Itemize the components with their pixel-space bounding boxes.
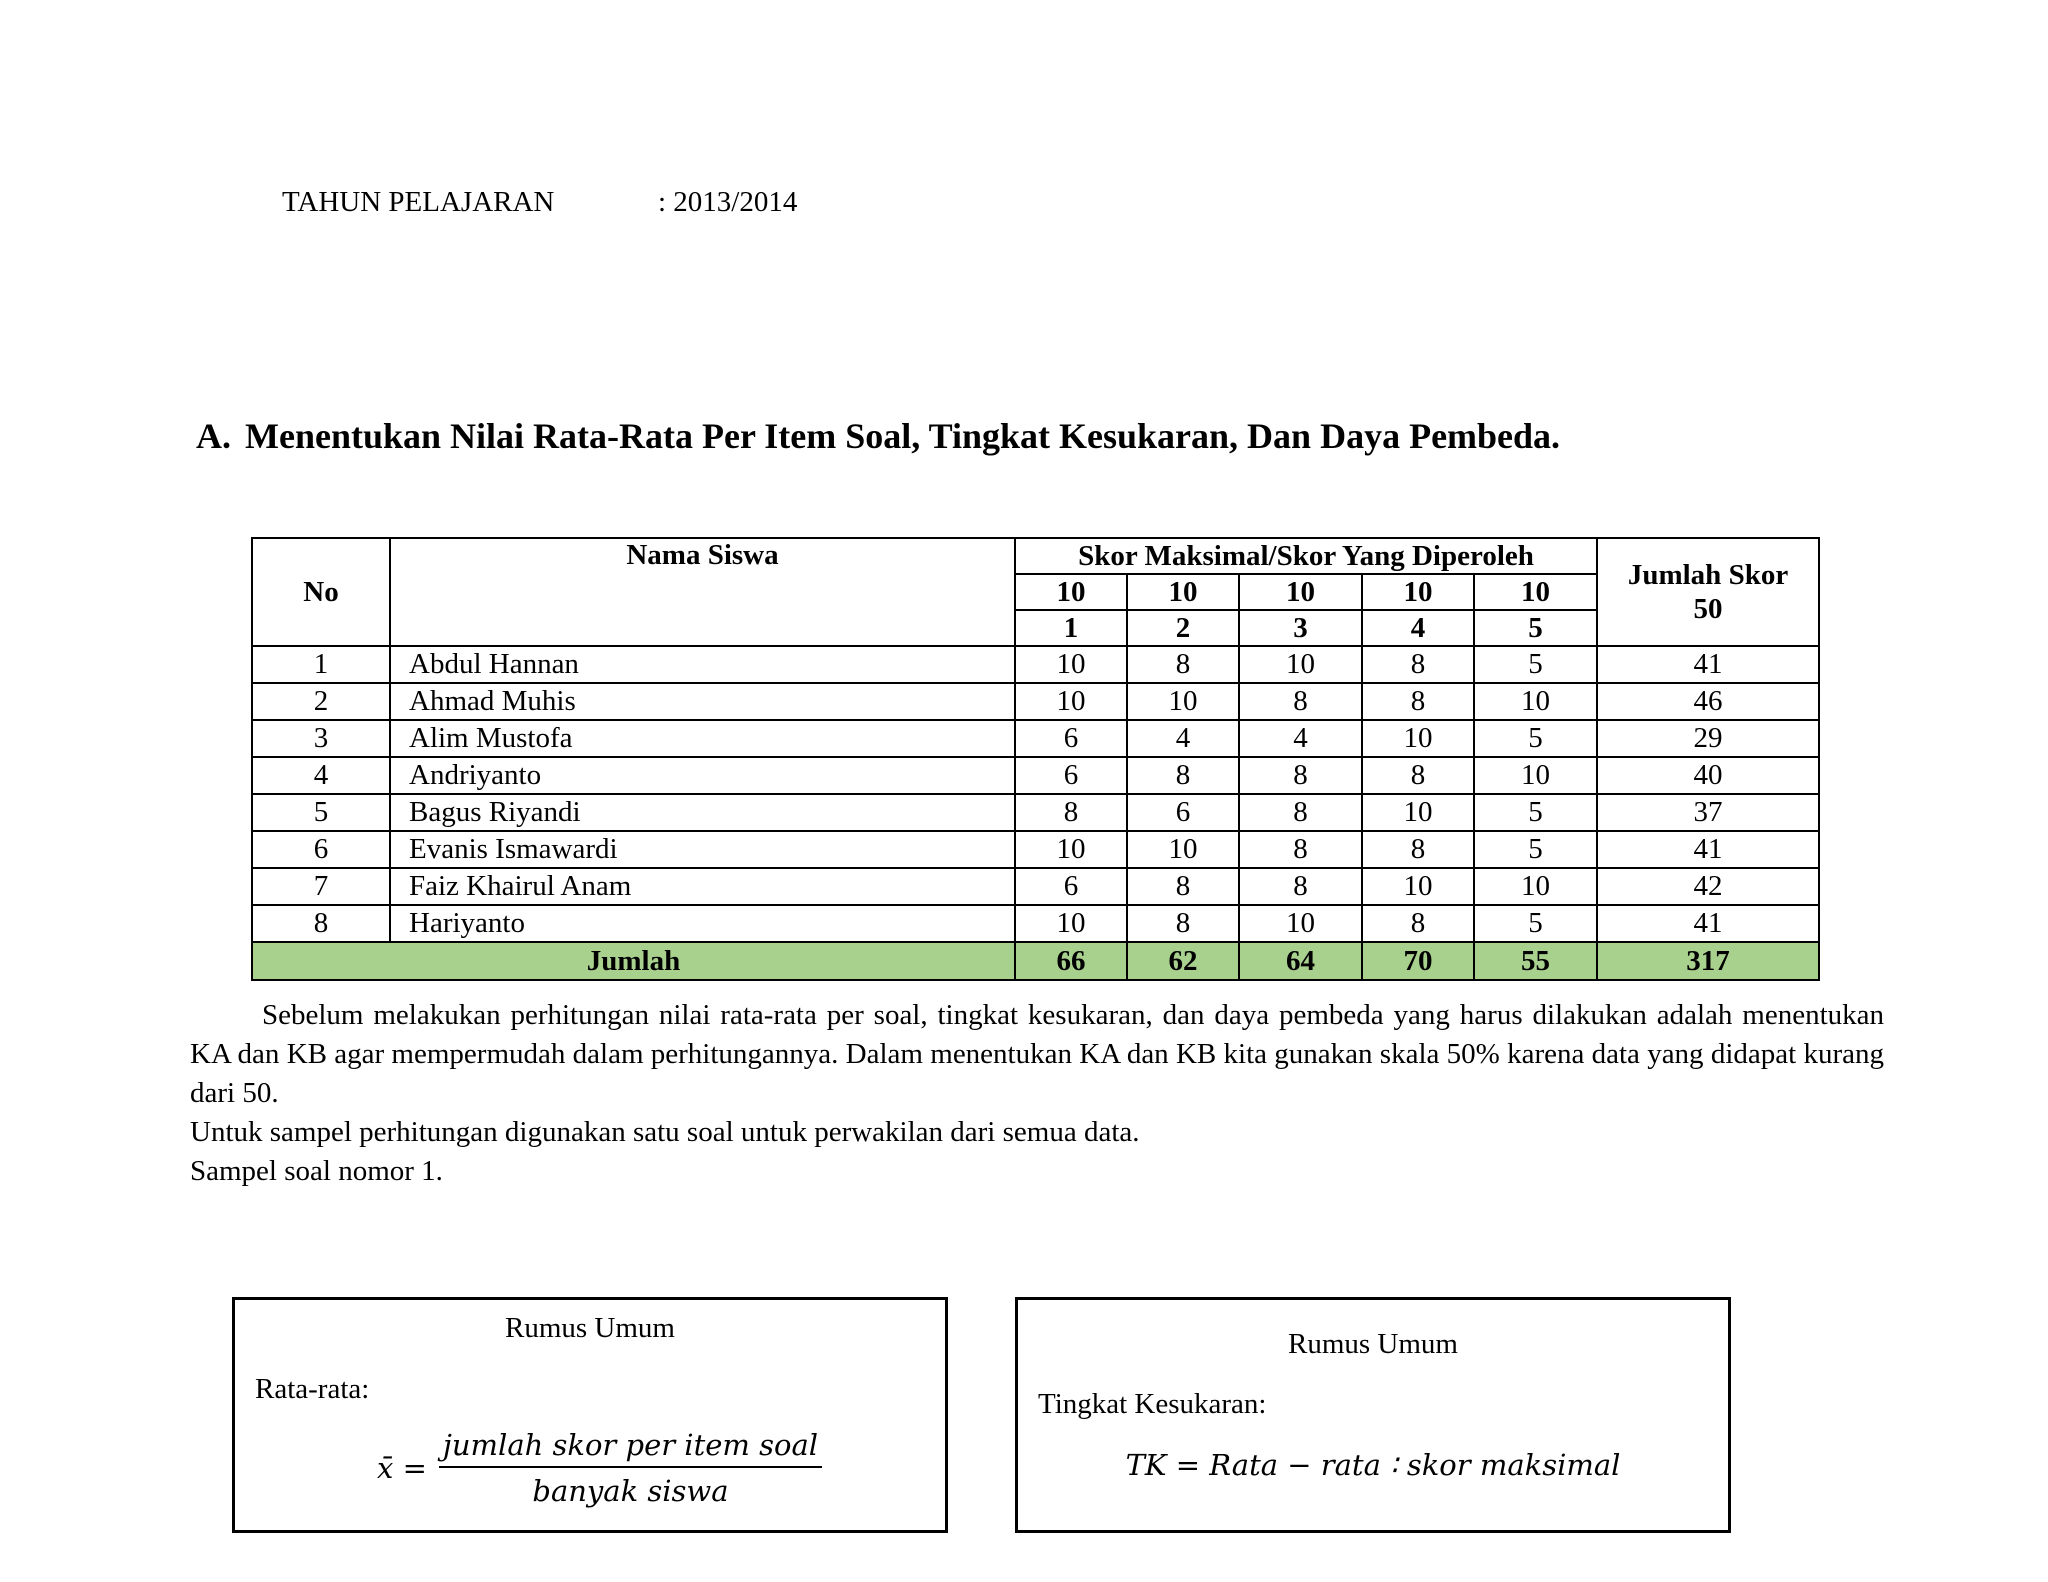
student-name: Hariyanto <box>390 905 1015 942</box>
header-no: No <box>252 538 390 646</box>
row-no: 1 <box>252 646 390 683</box>
fraction <box>439 1428 822 1508</box>
academic-year-value: : 2013/2014 <box>658 186 798 218</box>
score-cell: 10 <box>1474 868 1597 905</box>
score-cell: 5 <box>1474 905 1597 942</box>
score-cell: 8 <box>1239 757 1362 794</box>
score-cell: 5 <box>1474 646 1597 683</box>
formula-box-title: Rumus Umum <box>1288 1328 1458 1360</box>
table-row <box>252 720 1819 757</box>
score-cell: 8 <box>1127 868 1239 905</box>
table-header-row <box>252 538 1819 574</box>
score-cell: 10 <box>1474 683 1597 720</box>
item-number-cell: 3 <box>1239 610 1362 646</box>
score-cell: 10 <box>1127 683 1239 720</box>
score-cell: 10 <box>1127 831 1239 868</box>
score-cell: 10 <box>1239 646 1362 683</box>
mean-symbol: x̄ = <box>377 1451 427 1485</box>
total-score-cell: 62 <box>1127 942 1239 980</box>
fraction-denominator: banyak siswa <box>532 1474 729 1508</box>
score-cell: 4 <box>1127 720 1239 757</box>
row-total: 41 <box>1597 646 1819 683</box>
formula-box-difficulty <box>1015 1297 1731 1533</box>
score-cell: 10 <box>1015 646 1127 683</box>
student-name: Andriyanto <box>390 757 1015 794</box>
row-total: 46 <box>1597 683 1819 720</box>
score-cell: 8 <box>1362 646 1474 683</box>
score-cell: 6 <box>1015 757 1127 794</box>
table-row <box>252 646 1819 683</box>
formula-label: Rata-rata: <box>255 1373 370 1405</box>
academic-year-label: TAHUN PELAJARAN <box>282 186 555 218</box>
total-row <box>252 942 1819 980</box>
table-row <box>252 794 1819 831</box>
score-cell: 10 <box>1015 905 1127 942</box>
paragraph-sample: Untuk sampel perhitungan digunakan satu soal untuk perwakilan dari semua data. <box>190 1116 1140 1148</box>
score-cell: 5 <box>1474 720 1597 757</box>
header-name: Nama Siswa <box>390 538 1015 646</box>
score-cell: 8 <box>1015 794 1127 831</box>
score-cell: 5 <box>1474 831 1597 868</box>
total-score-cell: 70 <box>1362 942 1474 980</box>
table-row <box>252 683 1819 720</box>
score-cell: 8 <box>1362 905 1474 942</box>
table-row <box>252 831 1819 868</box>
table-row <box>252 868 1819 905</box>
formula-box-title: Rumus Umum <box>505 1312 675 1344</box>
score-cell: 6 <box>1015 720 1127 757</box>
paragraph-sample-item: Sampel soal nomor 1. <box>190 1155 443 1187</box>
score-cell: 10 <box>1362 720 1474 757</box>
max-score-cell: 10 <box>1474 574 1597 610</box>
header-total <box>1597 538 1819 646</box>
score-cell: 6 <box>1127 794 1239 831</box>
row-no: 2 <box>252 683 390 720</box>
section-heading <box>196 415 1560 457</box>
row-no: 7 <box>252 868 390 905</box>
header-scores: Skor Maksimal/Skor Yang Diperoleh <box>1015 538 1597 574</box>
max-score-cell: 10 <box>1127 574 1239 610</box>
score-cell: 8 <box>1362 683 1474 720</box>
score-cell: 6 <box>1015 868 1127 905</box>
score-cell: 10 <box>1015 683 1127 720</box>
item-number-cell: 4 <box>1362 610 1474 646</box>
student-name: Ahmad Muhis <box>390 683 1015 720</box>
score-cell: 8 <box>1239 868 1362 905</box>
table-row <box>252 757 1819 794</box>
item-number-cell: 2 <box>1127 610 1239 646</box>
score-cell: 8 <box>1127 646 1239 683</box>
student-name: Alim Mustofa <box>390 720 1015 757</box>
score-cell: 8 <box>1362 757 1474 794</box>
section-letter: A. <box>196 416 231 456</box>
score-cell: 8 <box>1239 831 1362 868</box>
header-total-label: Jumlah Skor <box>1627 559 1789 591</box>
max-score-cell: 10 <box>1015 574 1127 610</box>
item-number-cell: 5 <box>1474 610 1597 646</box>
body-text <box>190 996 1884 1191</box>
row-no: 4 <box>252 757 390 794</box>
score-cell: 5 <box>1474 794 1597 831</box>
formula-label: Tingkat Kesukaran: <box>1038 1388 1267 1420</box>
score-cell: 8 <box>1239 683 1362 720</box>
row-no: 6 <box>252 831 390 868</box>
difficulty-formula: TK = Rata − rata ∶ skor maksimal <box>1125 1448 1621 1482</box>
student-name: Evanis Ismawardi <box>390 831 1015 868</box>
student-name: Bagus Riyandi <box>390 794 1015 831</box>
total-score-cell: 64 <box>1239 942 1362 980</box>
row-total: 41 <box>1597 831 1819 868</box>
row-total: 41 <box>1597 905 1819 942</box>
student-name: Abdul Hannan <box>390 646 1015 683</box>
row-no: 3 <box>252 720 390 757</box>
total-score-cell: 66 <box>1015 942 1127 980</box>
row-no: 5 <box>252 794 390 831</box>
academic-year-line <box>282 186 797 219</box>
score-cell: 8 <box>1127 905 1239 942</box>
score-cell: 10 <box>1474 757 1597 794</box>
formula-box-mean <box>232 1297 948 1533</box>
score-cell: 10 <box>1015 831 1127 868</box>
score-cell: 8 <box>1239 794 1362 831</box>
row-total: 42 <box>1597 868 1819 905</box>
score-cell: 4 <box>1239 720 1362 757</box>
header-total-max: 50 <box>1693 593 1723 625</box>
row-total: 37 <box>1597 794 1819 831</box>
section-title: Menentukan Nilai Rata-Rata Per Item Soal, Tingkat Kesukaran, Dan Daya Pembeda. <box>245 416 1561 456</box>
score-cell: 10 <box>1362 794 1474 831</box>
fraction-numerator: jumlah skor per item soal <box>439 1428 822 1468</box>
item-number-cell: 1 <box>1015 610 1127 646</box>
max-score-cell: 10 <box>1239 574 1362 610</box>
grand-total: 317 <box>1597 942 1819 980</box>
row-no: 8 <box>252 905 390 942</box>
score-cell: 8 <box>1362 831 1474 868</box>
paragraph-intro: Sebelum melakukan perhitungan nilai rata-rata per soal, tingkat kesukaran, dan daya pembeda yang harus dilakukan adalah menentukan KA dan KB agar mempermudah dalam perhitungannya. Dalam menentukan KA dan KB kita gunakan skala 50% karena data yang didapat kurang dari 50. <box>190 999 1884 1109</box>
max-score-cell: 10 <box>1362 574 1474 610</box>
total-label: Jumlah <box>252 942 1015 980</box>
row-total: 40 <box>1597 757 1819 794</box>
total-score-cell: 55 <box>1474 942 1597 980</box>
row-total: 29 <box>1597 720 1819 757</box>
score-table <box>251 537 1820 981</box>
score-cell: 10 <box>1239 905 1362 942</box>
table-row <box>252 905 1819 942</box>
score-cell: 10 <box>1362 868 1474 905</box>
student-name: Faiz Khairul Anam <box>390 868 1015 905</box>
score-cell: 8 <box>1127 757 1239 794</box>
mean-formula <box>377 1428 822 1508</box>
